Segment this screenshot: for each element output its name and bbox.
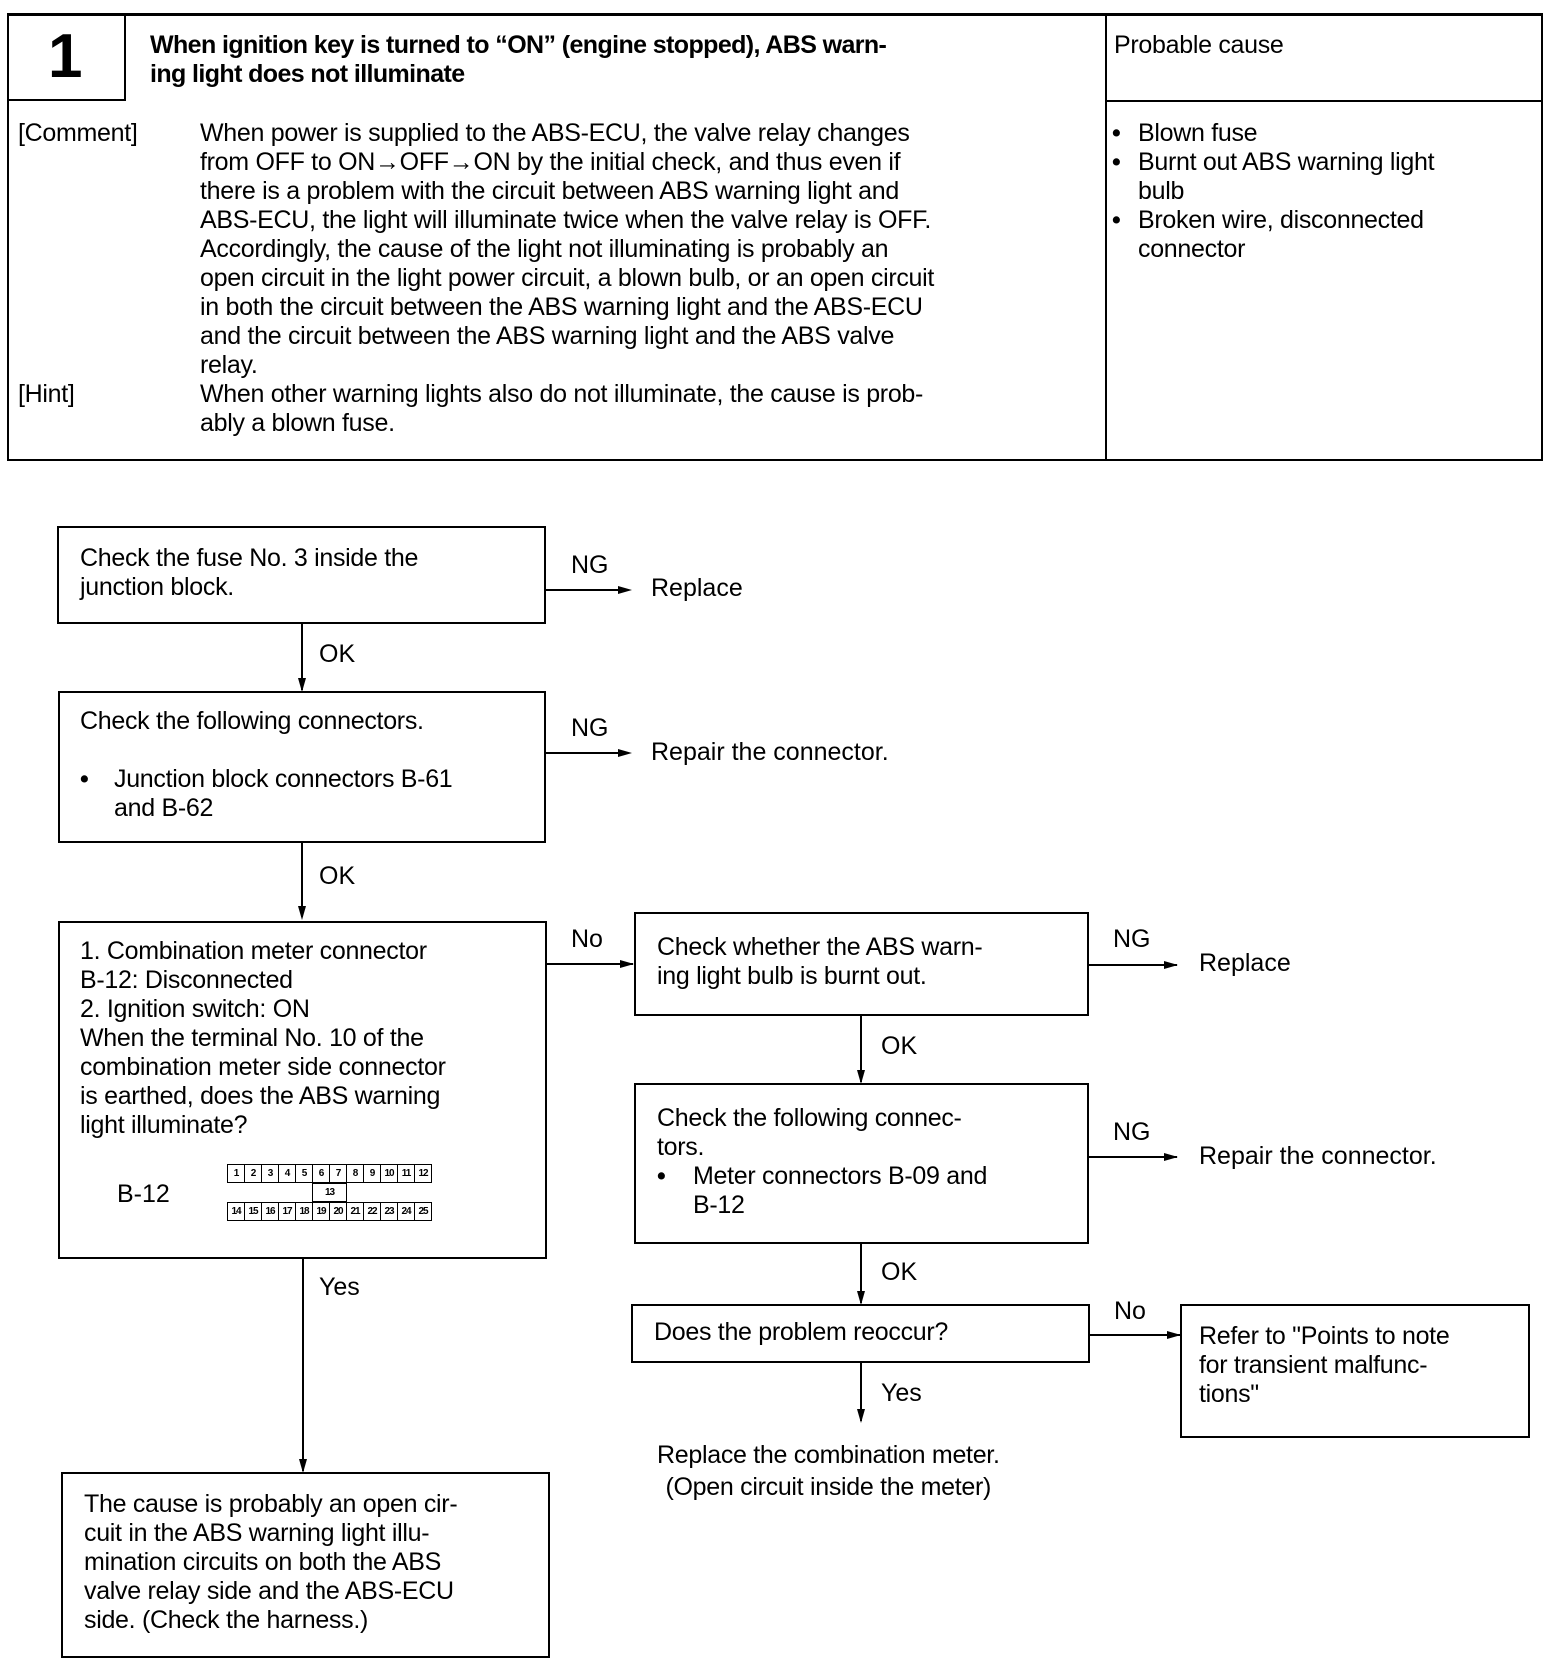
text-line: Does the problem reoccur? xyxy=(654,1318,949,1346)
text-line: combination meter side connector xyxy=(80,1053,446,1081)
text-line: Burnt out ABS warning light xyxy=(1138,148,1435,176)
cause-item: • Burnt out ABS warning light bulb xyxy=(1112,148,1435,205)
comment-text xyxy=(200,119,934,380)
text-line: there is a problem with the circuit between ABS warning light and xyxy=(200,177,899,205)
text-line: cuit in the ABS warning light illu- xyxy=(84,1519,430,1547)
ok-label: OK xyxy=(881,1258,918,1286)
text-line: Refer to "Points to note xyxy=(1199,1322,1450,1350)
repair-connector-result: Repair the connector. xyxy=(1199,1142,1437,1170)
no-label: No xyxy=(1114,1297,1146,1325)
ng-arrow xyxy=(546,589,626,591)
problem-reoccur-text xyxy=(654,1318,948,1347)
yes-arrow xyxy=(302,1259,304,1471)
text-line: Meter connectors B-09 and xyxy=(693,1162,988,1190)
connector-label: B-12 xyxy=(117,1180,170,1208)
cause-header-divider xyxy=(1105,100,1542,102)
text-line: light illuminate? xyxy=(80,1111,248,1139)
text-line: junction block. xyxy=(80,573,234,601)
check-connectors-text xyxy=(80,707,424,736)
connector-pin: 25 xyxy=(414,1202,432,1221)
yes-label: Yes xyxy=(881,1379,922,1407)
hint-text xyxy=(200,380,923,438)
bulb-check-text xyxy=(657,933,982,991)
text-line: Check the following connectors. xyxy=(80,707,424,735)
text-line: Check the fuse No. 3 inside the xyxy=(80,544,419,572)
connector-pin: 21 xyxy=(346,1202,364,1221)
text-line: and B-62 xyxy=(114,794,214,822)
text-line: side. (Check the harness.) xyxy=(84,1606,368,1634)
connector-pin: 5 xyxy=(295,1164,313,1183)
comment-label: [Comment] xyxy=(18,119,138,147)
replace-meter-result xyxy=(657,1439,1000,1503)
connector-pin: 9 xyxy=(363,1164,381,1183)
probable-cause-label: Probable cause xyxy=(1114,31,1284,59)
text-line: B-12 xyxy=(693,1191,745,1219)
ng-label: NG xyxy=(571,551,609,579)
connector-pin: 13 xyxy=(312,1183,347,1202)
text-line: (Open circuit inside the meter) xyxy=(665,1473,992,1501)
connector-pin: 1 xyxy=(227,1164,245,1183)
connector-pin: 2 xyxy=(244,1164,262,1183)
connector-pin: 18 xyxy=(295,1202,313,1221)
replace-result: Replace xyxy=(1199,949,1291,977)
ng-arrow xyxy=(546,752,626,754)
connector-pin: 23 xyxy=(380,1202,398,1221)
text-line: from OFF to ON→OFF→ON by the initial check, and thus even if xyxy=(200,148,901,176)
connector-pin: 16 xyxy=(261,1202,279,1221)
meter-connectors-text xyxy=(657,1104,962,1162)
text-line: When power is supplied to the ABS-ECU, the valve relay changes xyxy=(200,119,910,147)
text-line: tors. xyxy=(657,1133,705,1161)
text-line: Junction block connectors B-61 xyxy=(114,765,453,793)
meter-connector-bullet: • Meter connectors B-09 and B-12 xyxy=(657,1162,988,1219)
connector-pin: 11 xyxy=(397,1164,415,1183)
cause-item: • Blown fuse xyxy=(1112,119,1434,148)
text-line: ing light bulb is burnt out. xyxy=(657,962,927,990)
connector-pin: 24 xyxy=(397,1202,415,1221)
connector-top-row xyxy=(228,1164,432,1183)
text-line: ably a blown fuse. xyxy=(200,409,395,437)
connector-pin: 15 xyxy=(244,1202,262,1221)
text-line: 2. Ignition switch: ON xyxy=(80,995,310,1023)
ok-label: OK xyxy=(881,1032,918,1060)
ng-label: NG xyxy=(1113,925,1151,953)
transient-malfunction-text xyxy=(1199,1322,1449,1409)
text-line: and the circuit between the ABS warning light and the ABS valve xyxy=(200,322,895,350)
connector-pin: 6 xyxy=(312,1164,330,1183)
ng-label: NG xyxy=(571,714,609,742)
text-line: Replace the combination meter. xyxy=(657,1441,1000,1469)
text-line: Blown fuse xyxy=(1138,119,1258,147)
connector-pin: 14 xyxy=(227,1202,245,1221)
connector-pin: 10 xyxy=(380,1164,398,1183)
cause-column-divider xyxy=(1105,13,1107,460)
text-line: is earthed, does the ABS warning xyxy=(80,1082,441,1110)
connector-pin: 22 xyxy=(363,1202,381,1221)
combination-meter-check-text xyxy=(80,937,446,1140)
text-line: Accordingly, the cause of the light not illuminating is probably an xyxy=(200,235,889,263)
connector-pin: 3 xyxy=(261,1164,279,1183)
text-line: valve relay side and the ABS-ECU xyxy=(84,1577,454,1605)
text-line: mination circuits on both the ABS xyxy=(84,1548,441,1576)
text-line: for transient malfunc- xyxy=(1199,1351,1428,1379)
connector-pin: 19 xyxy=(312,1202,330,1221)
open-circuit-result-text xyxy=(84,1490,457,1635)
connector-pin: 7 xyxy=(329,1164,347,1183)
probable-cause-list xyxy=(1112,119,1434,264)
section-title xyxy=(150,31,886,89)
text-line: The cause is probably an open cir- xyxy=(84,1490,458,1518)
text-line: When the terminal No. 10 of the xyxy=(80,1024,424,1052)
text-line: open circuit in the light power circuit, a blown bulb, or an open circuit xyxy=(200,264,935,292)
replace-result: Replace xyxy=(651,574,743,602)
text-line: B-12: Disconnected xyxy=(80,966,293,994)
text-line: connector xyxy=(1138,235,1246,263)
step-number: 1 xyxy=(48,22,83,91)
text-line: When ignition key is turned to “ON” (engine stopped), ABS warn- xyxy=(150,31,887,59)
text-line: relay. xyxy=(200,351,258,379)
cause-item: • Broken wire, disconnected connector xyxy=(1112,206,1434,264)
text-line: When other warning lights also do not illuminate, the cause is prob- xyxy=(200,380,924,408)
connector-pin: 17 xyxy=(278,1202,296,1221)
connector-b12-diagram xyxy=(228,1164,432,1221)
connector-bullet: • Junction block connectors B-61 and B-62 xyxy=(80,765,453,822)
text-line: Check whether the ABS warn- xyxy=(657,933,983,961)
ok-label: OK xyxy=(319,862,356,890)
hint-label: [Hint] xyxy=(18,380,75,408)
connector-bottom-row xyxy=(228,1202,432,1221)
connector-pin: 4 xyxy=(278,1164,296,1183)
ok-label: OK xyxy=(319,640,356,668)
ng-label: NG xyxy=(1113,1118,1151,1146)
repair-connector-result: Repair the connector. xyxy=(651,738,889,766)
connector-pin: 8 xyxy=(346,1164,364,1183)
check-fuse-text xyxy=(80,544,418,602)
text-line: tions" xyxy=(1199,1380,1259,1408)
text-line: Check the following connec- xyxy=(657,1104,962,1132)
yes-label: Yes xyxy=(319,1273,360,1301)
text-line: ing light does not illuminate xyxy=(150,60,465,88)
no-label: No xyxy=(571,925,603,953)
connector-pin: 12 xyxy=(414,1164,432,1183)
text-line: bulb xyxy=(1138,177,1185,205)
text-line: 1. Combination meter connector xyxy=(80,937,427,965)
text-line: ABS-ECU, the light will illuminate twice when the valve relay is OFF. xyxy=(200,206,931,234)
text-line: in both the circuit between the ABS warning light and the ABS-ECU xyxy=(200,293,923,321)
text-line: Broken wire, disconnected xyxy=(1138,206,1424,234)
connector-pin: 20 xyxy=(329,1202,347,1221)
